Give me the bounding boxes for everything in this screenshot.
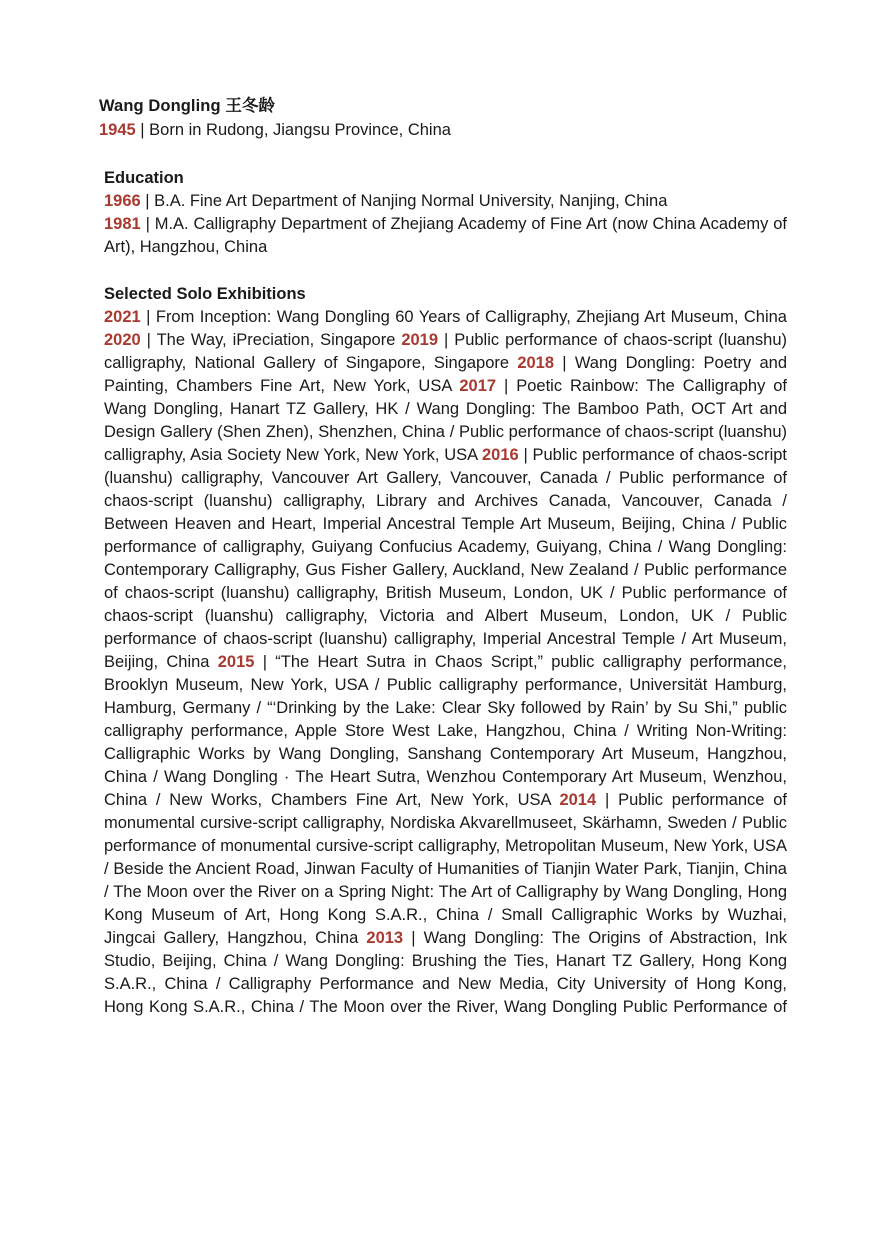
exhibition-year: 2017 [459,377,497,395]
exhibition-year: 2014 [559,791,597,809]
exhibition-year: 2021 [104,308,141,326]
exhibition-year: 2016 [481,446,519,464]
birth-text: | Born in Rudong, Jiangsu Province, China [135,121,451,139]
birth-year: 1945 [99,121,136,139]
birth-line [99,121,451,140]
exhibition-text: | Wang Dongling: The Origins of Abstraction, Ink Studio, Beijing, China / Wang Dongling: Brushing the Ties, Hanart TZ Gallery, Hong Kong S.A.R., China / Calligraphy Performance and New Media, City University of Hong Kong, Hong Kong S.A.R., China / The Moon over the River, Wang Dongling Public Performance of [104,929,787,1016]
solo-exhibitions-section [104,283,787,1019]
artist-name: Wang Dongling 王冬龄 [99,97,276,115]
exhibition-year: 2015 [217,653,255,671]
education-text: | B.A. Fine Art Department of Nanjing Normal University, Nanjing, China [140,192,668,210]
exhibition-year: 2018 [517,354,555,372]
education-entry [104,213,787,259]
education-year: 1981 [104,215,141,233]
solo-exhibitions-list [104,306,787,1019]
exhibition-text: | From Inception: Wang Dongling 60 Years of Calligraphy, Zhejiang Art Museum, China [140,308,787,326]
exhibition-text: | “The Heart Sutra in Chaos Script,” public calligraphy performance, Brooklyn Museum, New York, USA / Public calligraphy performance, Universität Hamburg, Hamburg, Germany / “‘Drinking by the Lake: Clear Sky followed by Rain’ by Su Shi,” public calligraphy performance, Apple Store West Lake, Hangzhou, China / Writing Non-Writing: Calligraphic Works by Wang Dongling, Sanshang Contemporary Art Museum, Hangzhou, China / Wang Dongling · The Heart Sutra, Wenzhou Contemporary Art Museum, Wenzhou, China / New Works, Chambers Fine Art, New York, USA [104,653,787,809]
exhibition-text: | Public performance of monumental cursive-script calligraphy, Nordiska Akvarellmuseet, Skärhamn, Sweden / Public performance of monumental cursive-script calligraphy, Metropolitan Museum, New York, USA / Beside the Ancient Road, Jinwan Faculty of Humanities of Tianjin Water Park, Tianjin, China / The Moon over the River on a Spring Night: The Art of Calligraphy by Wang Dongling, Hong Kong Museum of Art, Hong Kong S.A.R., China / Small Calligraphic Works by Wuzhai, Jingcai Gallery, Hangzhou, China [104,791,787,947]
solo-exhibitions-title: Selected Solo Exhibitions [104,285,306,303]
education-text: | M.A. Calligraphy Department of Zhejiang Academy of Fine Art (now China Academy of Art), Hangzhou, China [104,215,787,256]
education-title: Education [104,169,184,187]
exhibition-text: | Public performance of chaos-script (luanshu) calligraphy, Vancouver Art Gallery, Vancouver, Canada / Public performance of chaos-script (luanshu) calligraphy, Library and Archives Canada, Vancouver, Canada / Between Heaven and Heart, Imperial Ancestral Temple Art Museum, Beijing, China / Public performance of calligraphy, Guiyang Confucius Academy, Guiyang, China / Wang Dongling: Contemporary Calligraphy, Gus Fisher Gallery, Auckland, New Zealand / Public performance of chaos-script (luanshu) calligraphy, British Museum, London, UK / Public performance of chaos-script (luanshu) calligraphy, Victoria and Albert Museum, London, UK / Public performance of chaos-script (luanshu) calligraphy, Imperial Ancestral Temple / Art Museum, Beijing, China [104,446,787,671]
exhibition-text: | The Way, iPreciation, Singapore [140,331,402,349]
exhibition-year: 2013 [366,929,404,947]
education-section [104,167,787,259]
exhibition-text: | Poetic Rainbow: The Calligraphy of Wang Dongling, Hanart TZ Gallery, HK / Wang Dongling: The Bamboo Path, OCT Art and Design Gallery (Shen Zhen), Shenzhen, China / Public performance of chaos-script (luanshu) calligraphy, Asia Society New York, New York, USA [104,377,787,464]
education-entry [104,190,787,213]
exhibition-text: | Wang Dongling: Poetry and Painting, Chambers Fine Art, New York, USA [104,354,787,395]
exhibition-text: | Public performance of chaos-script (luanshu) calligraphy, National Gallery of Singapore, Singapore [104,331,787,372]
exhibition-year: 2020 [104,331,141,349]
exhibition-year: 2019 [401,331,439,349]
education-year: 1966 [104,192,141,210]
